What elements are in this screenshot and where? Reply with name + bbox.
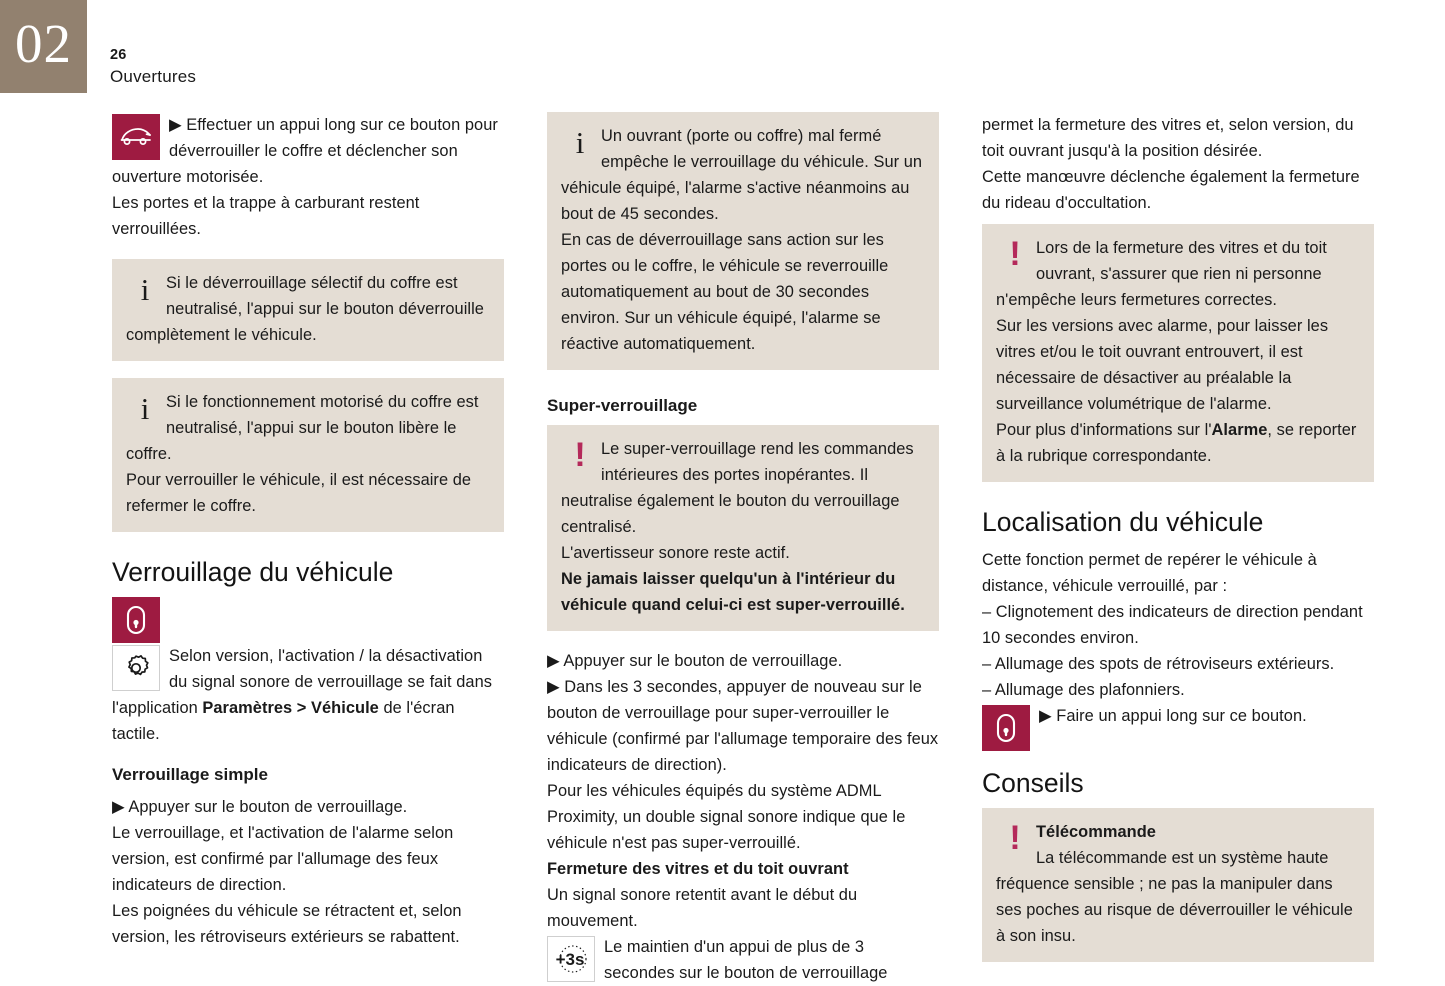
- svg-text:+3s: +3s: [555, 950, 585, 970]
- note-open-panel-text-2: En cas de déverrouillage sans action sur les portes ou le coffre, le véhicule se reverrouille automatiquement au bout de 30 secondes environ. Sur un véhicule équipé, l'alarme se réactive automatiquement.: [561, 231, 889, 353]
- warning-window-close-text-2: Sur les versions avec alarme, pour laisser les vitres et/ou le toit ouvrant entrouvert, il est nécessaire de désactiver au préalable la surveillance volumétrique de l'alarme.: [996, 317, 1329, 413]
- page-title-localisation: Localisation du véhicule: [982, 507, 1264, 537]
- note-motorised-boot-text: Si le fonctionnement motorisé du coffre est neutralisé, l'appui sur le bouton libère le coffre.: [126, 393, 479, 463]
- warning-super-lock-text-1: Le super-verrouillage rend les commandes intérieures des portes inopérantes. Il neutralise également le bouton du verrouillage centralisé.: [561, 440, 914, 537]
- localisation-bullet-3: – Allumage des plafonniers.: [982, 680, 1185, 699]
- localisation-bullet-2: – Allumage des spots de rétroviseurs extérieurs.: [982, 654, 1335, 673]
- timer-instruction-text: Le maintien d'un appui de plus de 3 secondes sur le bouton de verrouillage: [604, 938, 888, 983]
- subtitle-super-verrouillage: Super-verrouillage: [547, 396, 698, 415]
- chapter-number-badge: [0, 0, 87, 93]
- note-motorised-boot: [112, 378, 504, 532]
- warning-super-lock-text-2: L'avertisseur sonore reste actif.: [561, 544, 790, 563]
- simple-lock-text-2: Le verrouillage, et l'activation de l'alarme selon version, est confirmé par l'allumage des feux indicateurs de direction.: [112, 823, 454, 894]
- settings-text-part1: Selon version, l'activation / la désactivation du signal sonore de verrouillage se fait dans l'application: [112, 646, 492, 717]
- super-lock-step-1: ▶ Appuyer sur le bouton de verrouillage.: [547, 652, 843, 671]
- fermeture-vitres-text: Un signal sonore retentit avant le début du mouvement.: [547, 886, 858, 931]
- subtitle-fermeture-vitres: Fermeture des vitres et du toit ouvrant: [547, 860, 849, 879]
- super-lock-text-3: Pour les véhicules équipés du système ADML Proximity, un double signal sonore indique que le véhicule n'est pas super-verrouillé.: [547, 782, 906, 853]
- info-icon: i: [140, 272, 150, 307]
- note-selective-unlock-text: Si le déverrouillage sélectif du coffre est neutralisé, l'appui sur le bouton déverrouille complètement le véhicule.: [126, 274, 484, 344]
- timer-instruction: [547, 934, 939, 986]
- settings-path-bold: Paramètres > Véhicule: [202, 698, 379, 717]
- note-open-panel: [547, 112, 939, 370]
- column-1: [112, 112, 504, 986]
- localisation-instruction: [982, 703, 1374, 751]
- plus-3-seconds-icon: [547, 936, 595, 982]
- warning-icon: !: [1009, 235, 1021, 273]
- localisation-instruction-text: ▶ Faire un appui long sur ce bouton.: [1039, 706, 1307, 725]
- column-3: [982, 112, 1374, 986]
- note-open-panel-text: Un ouvrant (porte ou coffre) mal fermé empêche le verrouillage du véhicule. Sur un véhicule équipé, l'alarme s'active néanmoins au bout de 45 secondes.: [561, 127, 923, 223]
- alarm-ref-bold: Alarme: [1211, 421, 1268, 439]
- car-boot-open-icon: [112, 114, 160, 160]
- subtitle-verrouillage-simple: Verrouillage simple: [112, 764, 268, 784]
- settings-text-part2: de l'écran tactile.: [112, 698, 455, 743]
- chapter-number: 02: [15, 13, 72, 74]
- section-name: Ouvertures: [110, 66, 197, 86]
- tip-telecommande-text: La télécommande est un système haute fréquence sensible ; ne pas la manipuler dans ses poches au risque de déverrouiller le véhicule à son insu.: [996, 848, 1353, 945]
- localisation-text: Cette fonction permet de repérer le véhicule à distance, véhicule verrouillé, par :: [982, 550, 1317, 595]
- settings-instruction: [112, 643, 504, 747]
- content-columns: [0, 112, 1445, 986]
- info-icon: i: [575, 125, 585, 160]
- warning-window-close-text-3: [996, 417, 1360, 469]
- warning-icon: !: [1009, 818, 1021, 857]
- page-title-verrouillage: Verrouillage du véhicule: [112, 557, 394, 587]
- tip-telecommande: [982, 808, 1374, 962]
- boot-open-text: ▶ Effectuer un appui long sur ce bouton pour déverrouiller le coffre et déclencher son ouverture motorisée.: [112, 116, 498, 186]
- gear-settings-icon: [112, 645, 160, 691]
- header-text-group: [110, 46, 196, 88]
- warning-window-close-text-1: Lors de la fermeture des vitres et du toit ouvrant, s'assurer que rien ni personne n'empêche leurs fermetures correctes.: [996, 239, 1327, 309]
- info-icon: i: [140, 391, 150, 426]
- note-selective-unlock: [112, 259, 504, 361]
- page-title-conseils: Conseils: [982, 767, 1084, 798]
- page-number: 26: [110, 47, 127, 63]
- settings-text: [112, 643, 504, 747]
- note-motorised-boot-text-2: Pour verrouiller le véhicule, il est nécessaire de refermer le coffre.: [126, 471, 472, 515]
- simple-lock-step-1: ▶ Appuyer sur le bouton de verrouillage.: [112, 797, 408, 816]
- localisation-bullet-1: – Clignotement des indicateurs de direction pendant 10 secondes environ.: [982, 602, 1363, 647]
- super-lock-step-2: ▶ Dans les 3 secondes, appuyer de nouveau sur le bouton de verrouillage pour super-verrouiller le véhicule (confirmé par l'allumage temporaire des feux indicateurs de direction).: [547, 678, 939, 775]
- lock-closed-icon: [982, 705, 1030, 751]
- lock-closed-icon: [112, 597, 160, 643]
- tip-telecommande-title: Télécommande: [1036, 822, 1156, 841]
- warning-icon: !: [574, 436, 586, 475]
- column-2: [547, 112, 939, 986]
- alarm-ref-part1: Pour plus d'informations sur l': [996, 421, 1212, 439]
- warning-super-lock-text-3: Ne jamais laisser quelqu'un à l'intérieur du véhicule quand celui-ci est super-verrouillé.: [561, 570, 905, 615]
- window-close-text-2: Cette manœuvre déclenche également la fermeture du rideau d'occultation.: [982, 168, 1360, 212]
- warning-super-lock: [547, 425, 939, 631]
- boot-open-instruction: [112, 112, 504, 190]
- alarm-ref-part2: , se reporter à la rubrique correspondante.: [996, 421, 1357, 465]
- window-close-text-1: permet la fermeture des vitres et, selon version, du toit ouvrant jusqu'à la position désirée.: [982, 116, 1354, 160]
- boot-doors-text: Les portes et la trappe à carburant restent verrouillées.: [112, 194, 420, 238]
- warning-window-close: [982, 224, 1374, 482]
- lock-picto-standalone: [112, 597, 504, 643]
- simple-lock-text-3: Les poignées du véhicule se rétractent et, selon version, les rétroviseurs extérieurs se rabattent.: [112, 901, 462, 946]
- page-header: [0, 0, 1445, 96]
